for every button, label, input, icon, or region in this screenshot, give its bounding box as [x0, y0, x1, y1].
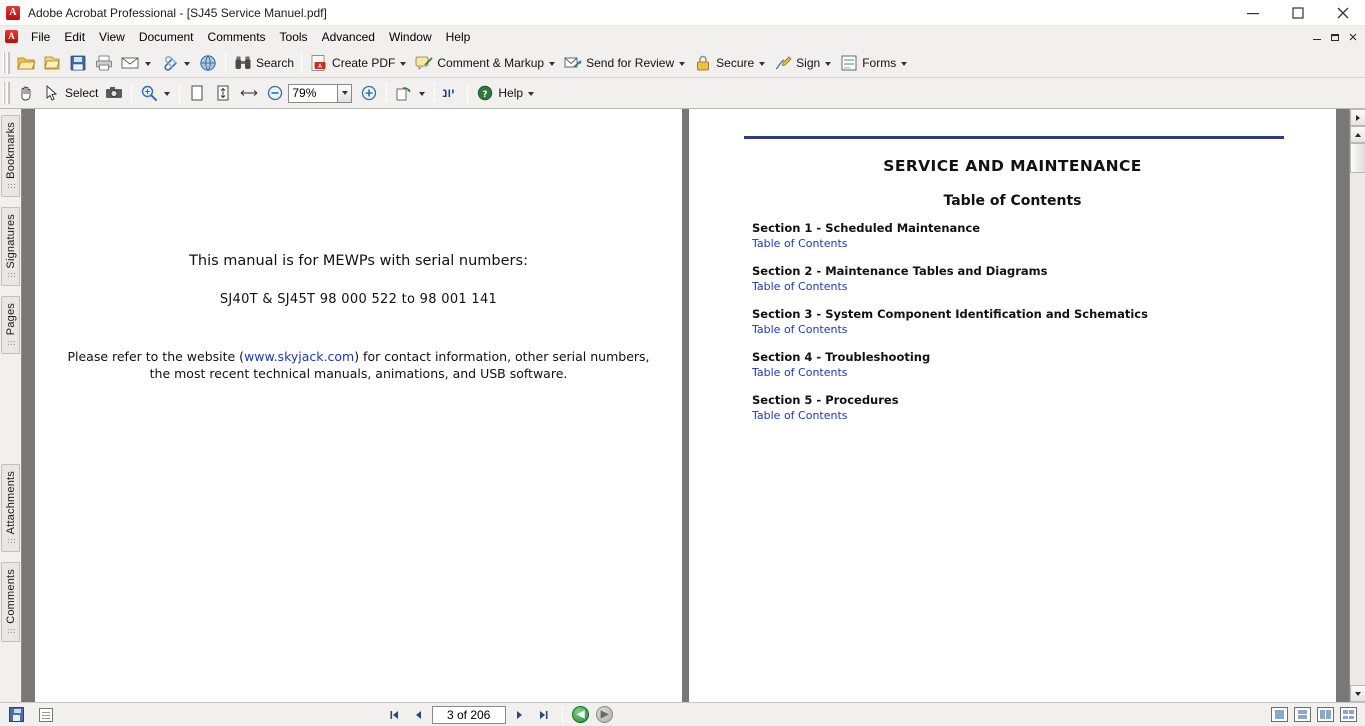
- chevron-down-icon: [679, 62, 685, 66]
- scroll-down-button[interactable]: [1350, 685, 1365, 702]
- chevron-down-icon: [400, 62, 406, 66]
- forward-arrow-icon: ▶: [596, 706, 613, 723]
- toc-section-heading: Section 2 - Maintenance Tables and Diagrams: [752, 264, 1048, 278]
- hand-icon: [16, 83, 36, 103]
- toc-section-heading: Section 4 - Troubleshooting: [752, 350, 931, 364]
- create-pdf-icon: [309, 53, 329, 73]
- chevron-down-icon: [419, 92, 425, 96]
- continuous-page-icon: [1294, 707, 1311, 722]
- document-icon: A: [4, 29, 20, 45]
- chevron-down-icon: [759, 62, 765, 66]
- sidebar-tab-comments-label: Comments: [4, 569, 17, 624]
- expand-pane-button[interactable]: [1350, 109, 1365, 126]
- toolbar-separator: [131, 83, 132, 103]
- globe-icon: [198, 53, 218, 73]
- close-button[interactable]: [1320, 0, 1365, 26]
- email-button[interactable]: [117, 51, 156, 75]
- camera-icon: [104, 83, 124, 103]
- previous-page-icon: [412, 709, 424, 721]
- toolbar-separator: [225, 53, 226, 73]
- grip-dots-icon: [7, 340, 15, 347]
- vertical-scrollbar[interactable]: [1349, 109, 1365, 702]
- toc-entry: [752, 307, 1272, 336]
- select-text-icon: [42, 83, 62, 103]
- toc-entry: [752, 393, 1272, 422]
- toolbar-separator: [434, 83, 435, 103]
- secure-button[interactable]: [690, 51, 770, 75]
- page-navigation-group: [384, 706, 615, 724]
- toc-entry: [752, 221, 1272, 250]
- website-note-line2: the most recent technical manuals, animations, and USB software.: [149, 365, 568, 381]
- skyjack-website-link[interactable]: www.skyjack.com: [244, 349, 355, 364]
- sidebar-tab-bookmarks-label: Bookmarks: [4, 122, 17, 179]
- rotate-icon: [394, 83, 414, 103]
- sidebar-tab-comments[interactable]: [1, 562, 20, 642]
- save-status-button[interactable]: [6, 706, 26, 724]
- help-button[interactable]: [472, 81, 539, 105]
- zoom-level-input[interactable]: [288, 84, 338, 103]
- fit-width-button[interactable]: [236, 81, 262, 105]
- menu-comments[interactable]: Comments: [207, 30, 266, 44]
- fit-width-icon: [239, 83, 259, 103]
- send-for-review-label: Send for Review: [586, 55, 675, 70]
- chevron-down-icon: [549, 62, 555, 66]
- save-button[interactable]: [65, 51, 91, 75]
- toolbar-grip[interactable]: [3, 82, 10, 104]
- forms-icon: [839, 53, 859, 73]
- paperclip-icon: [159, 53, 179, 73]
- open-file-icon: [42, 53, 62, 73]
- print-button[interactable]: [91, 51, 117, 75]
- continuous-facing-layout-button[interactable]: [1339, 706, 1359, 724]
- chevron-down-icon: [901, 62, 907, 66]
- fit-page-button[interactable]: [210, 81, 236, 105]
- forms-button[interactable]: [836, 51, 912, 75]
- file-toolbar: [0, 48, 1365, 78]
- menu-advanced[interactable]: Advanced: [321, 30, 375, 44]
- view-toolbar: [0, 78, 1365, 109]
- status-left-group: [6, 706, 56, 724]
- minimize-button[interactable]: [1230, 0, 1275, 26]
- page-container: [22, 109, 1349, 702]
- hebrew-tools-label: יונ: [442, 86, 455, 100]
- toolbar-separator: [301, 53, 302, 73]
- toc-section-heading: Section 5 - Procedures: [752, 393, 899, 407]
- open-file-button[interactable]: [39, 51, 65, 75]
- pdf-page-left: [35, 109, 682, 702]
- grip-dots-icon: [7, 538, 15, 545]
- search-button[interactable]: [230, 51, 297, 75]
- first-page-button[interactable]: [384, 706, 404, 724]
- menu-file[interactable]: File: [31, 30, 51, 44]
- chevron-up-icon: [1354, 131, 1362, 139]
- next-page-icon: [514, 709, 526, 721]
- sidebar-tab-bookmarks[interactable]: [1, 115, 20, 197]
- document-window-controls: [1309, 29, 1365, 45]
- navigation-pane-tabs: [0, 109, 22, 702]
- sidebar-tab-pages-label: Pages: [4, 303, 17, 336]
- vertical-scrollbar-thumb[interactable]: [1350, 143, 1365, 173]
- nav-spacer: [0, 364, 21, 464]
- window-title: Adobe Acrobat Professional - [SJ45 Service Manuel.pdf]: [28, 5, 327, 20]
- secure-label: Secure: [716, 55, 755, 70]
- pen-sign-icon: [773, 53, 793, 73]
- acrobat-icon: A: [6, 5, 22, 21]
- document-viewer[interactable]: [22, 109, 1349, 702]
- last-page-button[interactable]: [534, 706, 554, 724]
- menu-help[interactable]: Help: [445, 30, 471, 44]
- open-folder-button[interactable]: [13, 51, 39, 75]
- last-page-icon: [538, 709, 550, 721]
- fit-page-icon: [213, 83, 233, 103]
- save-disk-icon: [68, 53, 88, 73]
- chevron-down-icon: [1354, 690, 1362, 698]
- forms-label: Forms: [862, 55, 897, 70]
- help-label: Help: [498, 86, 524, 100]
- svg-text:?: ?: [482, 90, 488, 100]
- chevron-down-icon: [825, 62, 831, 66]
- toolbar-separator: [179, 83, 180, 103]
- toc-section-link[interactable]: Table of Contents: [752, 280, 848, 293]
- continuous-layout-button[interactable]: [1293, 706, 1313, 724]
- printer-icon: [94, 53, 114, 73]
- maximize-button[interactable]: [1275, 0, 1320, 26]
- comment-markup-button[interactable]: [411, 51, 560, 75]
- plus-circle-icon: [359, 83, 379, 103]
- hand-tool-button[interactable]: [13, 81, 39, 105]
- comment-markup-label: Comment & Markup: [437, 55, 545, 70]
- chevron-down-icon: [145, 62, 151, 66]
- pdf-page-right: [689, 109, 1336, 702]
- document-heading: SERVICE AND MAINTENANCE: [883, 157, 1142, 175]
- single-page-layout-button[interactable]: [1270, 706, 1290, 724]
- next-view-button[interactable]: [595, 706, 615, 724]
- chevron-down-icon: [184, 62, 190, 66]
- serial-range-text: SJ40T & SJ45T 98 000 522 to 98 001 141: [219, 292, 498, 307]
- toc-entry: [752, 350, 1272, 379]
- document-minimize-button[interactable]: [1309, 29, 1325, 45]
- page-thumbnail-button[interactable]: [36, 706, 56, 724]
- page-number-input[interactable]: [432, 706, 506, 724]
- serial-intro-text: This manual is for MEWPs with serial numbers:: [189, 253, 528, 269]
- zoom-in-button[interactable]: [356, 81, 382, 105]
- actual-size-icon: [187, 83, 207, 103]
- website-note-prefix: Please refer to the website (: [67, 349, 245, 364]
- sidebar-tab-signatures-label: Signatures: [4, 213, 17, 269]
- chevron-right-icon: [1354, 114, 1362, 122]
- toc-section-link[interactable]: Table of Contents: [752, 237, 848, 250]
- toc-section-heading: Section 3 - System Component Identification and Schematics: [752, 307, 1148, 321]
- document-restore-button[interactable]: [1327, 29, 1343, 45]
- attach-button[interactable]: [156, 51, 195, 75]
- toc-section-link[interactable]: Table of Contents: [752, 366, 848, 379]
- back-arrow-icon: ◀: [572, 706, 589, 723]
- sidebar-tab-pages[interactable]: [1, 296, 20, 353]
- single-page-icon: [1271, 707, 1288, 722]
- toolbar-grip[interactable]: [3, 52, 10, 74]
- table-of-contents: [752, 221, 1272, 436]
- title-bar: [0, 0, 1365, 26]
- grip-dots-icon: [7, 628, 15, 635]
- zoom-tool-button[interactable]: [136, 81, 175, 105]
- select-tool-button[interactable]: [39, 81, 101, 105]
- binoculars-icon: [233, 53, 253, 73]
- lock-icon: [693, 53, 713, 73]
- hebrew-tools-button[interactable]: [439, 81, 463, 105]
- actual-size-button[interactable]: [184, 81, 210, 105]
- toc-section-heading: Section 1 - Scheduled Maintenance: [752, 221, 981, 235]
- create-pdf-button[interactable]: [306, 51, 411, 75]
- grip-dots-icon: [7, 183, 15, 190]
- toolbar-separator: [467, 83, 468, 103]
- send-for-review-button[interactable]: [560, 51, 690, 75]
- menu-edit[interactable]: Edit: [64, 30, 86, 44]
- sidebar-tab-attachments-label: Attachments: [4, 470, 17, 535]
- zoom-out-button[interactable]: [262, 81, 288, 105]
- select-label: Select: [65, 86, 99, 100]
- send-review-icon: [563, 53, 583, 73]
- first-page-icon: [388, 709, 400, 721]
- toc-section-link[interactable]: Table of Contents: [752, 323, 848, 336]
- snapshot-tool-button[interactable]: [101, 81, 127, 105]
- next-page-button[interactable]: [510, 706, 530, 724]
- toolbar-separator: [386, 83, 387, 103]
- comment-markup-icon: [414, 53, 434, 73]
- help-circle-icon: [475, 83, 495, 103]
- sign-label: Sign: [796, 55, 821, 70]
- sign-button[interactable]: [770, 51, 836, 75]
- scrollbar-track[interactable]: [1350, 143, 1365, 685]
- sidebar-tab-signatures[interactable]: [1, 207, 20, 287]
- header-rule: [744, 136, 1284, 139]
- envelope-icon: [120, 53, 140, 73]
- rotate-view-button[interactable]: [391, 81, 430, 105]
- toc-section-link[interactable]: Table of Contents: [752, 409, 848, 422]
- minus-circle-icon: [265, 83, 285, 103]
- document-close-button[interactable]: [1345, 29, 1361, 45]
- previous-view-button[interactable]: [571, 706, 591, 724]
- menu-bar: [0, 26, 1365, 48]
- create-pdf-label: Create PDF: [332, 55, 396, 70]
- search-label: Search: [256, 55, 295, 70]
- facing-pages-icon: [1317, 707, 1334, 722]
- page-layout-group: [1270, 706, 1359, 724]
- floppy-icon: [9, 707, 24, 722]
- open-folder-icon: [16, 53, 36, 73]
- grip-dots-icon: [7, 272, 15, 279]
- website-note-suffix: ) for contact information, other serial numbers,: [354, 349, 650, 364]
- menu-tools[interactable]: Tools: [279, 30, 308, 44]
- facing-pages-layout-button[interactable]: [1316, 706, 1336, 724]
- previous-page-button[interactable]: [408, 706, 428, 724]
- status-bar: [0, 702, 1365, 726]
- zoom-level-dropdown[interactable]: [338, 84, 352, 103]
- magnifier-icon: [139, 83, 159, 103]
- menu-document[interactable]: Document: [138, 30, 194, 44]
- status-separator: [562, 707, 563, 723]
- main-area: [0, 109, 1365, 702]
- page-icon: [39, 708, 53, 722]
- chevron-down-icon: [164, 92, 170, 96]
- menu-window[interactable]: Window: [388, 30, 432, 44]
- continuous-facing-icon: [1340, 707, 1357, 722]
- toc-entry: [752, 264, 1272, 293]
- sidebar-tab-attachments[interactable]: [1, 464, 20, 552]
- website-note: [35, 349, 682, 383]
- chevron-down-icon: [342, 91, 348, 95]
- window-controls: [1230, 0, 1365, 26]
- svg-text:A: A: [317, 62, 323, 70]
- menu-view[interactable]: View: [99, 30, 125, 44]
- chevron-down-icon: [528, 92, 534, 96]
- scroll-up-button[interactable]: [1350, 126, 1365, 143]
- document-subheading: Table of Contents: [943, 193, 1082, 209]
- organizer-button[interactable]: [195, 51, 221, 75]
